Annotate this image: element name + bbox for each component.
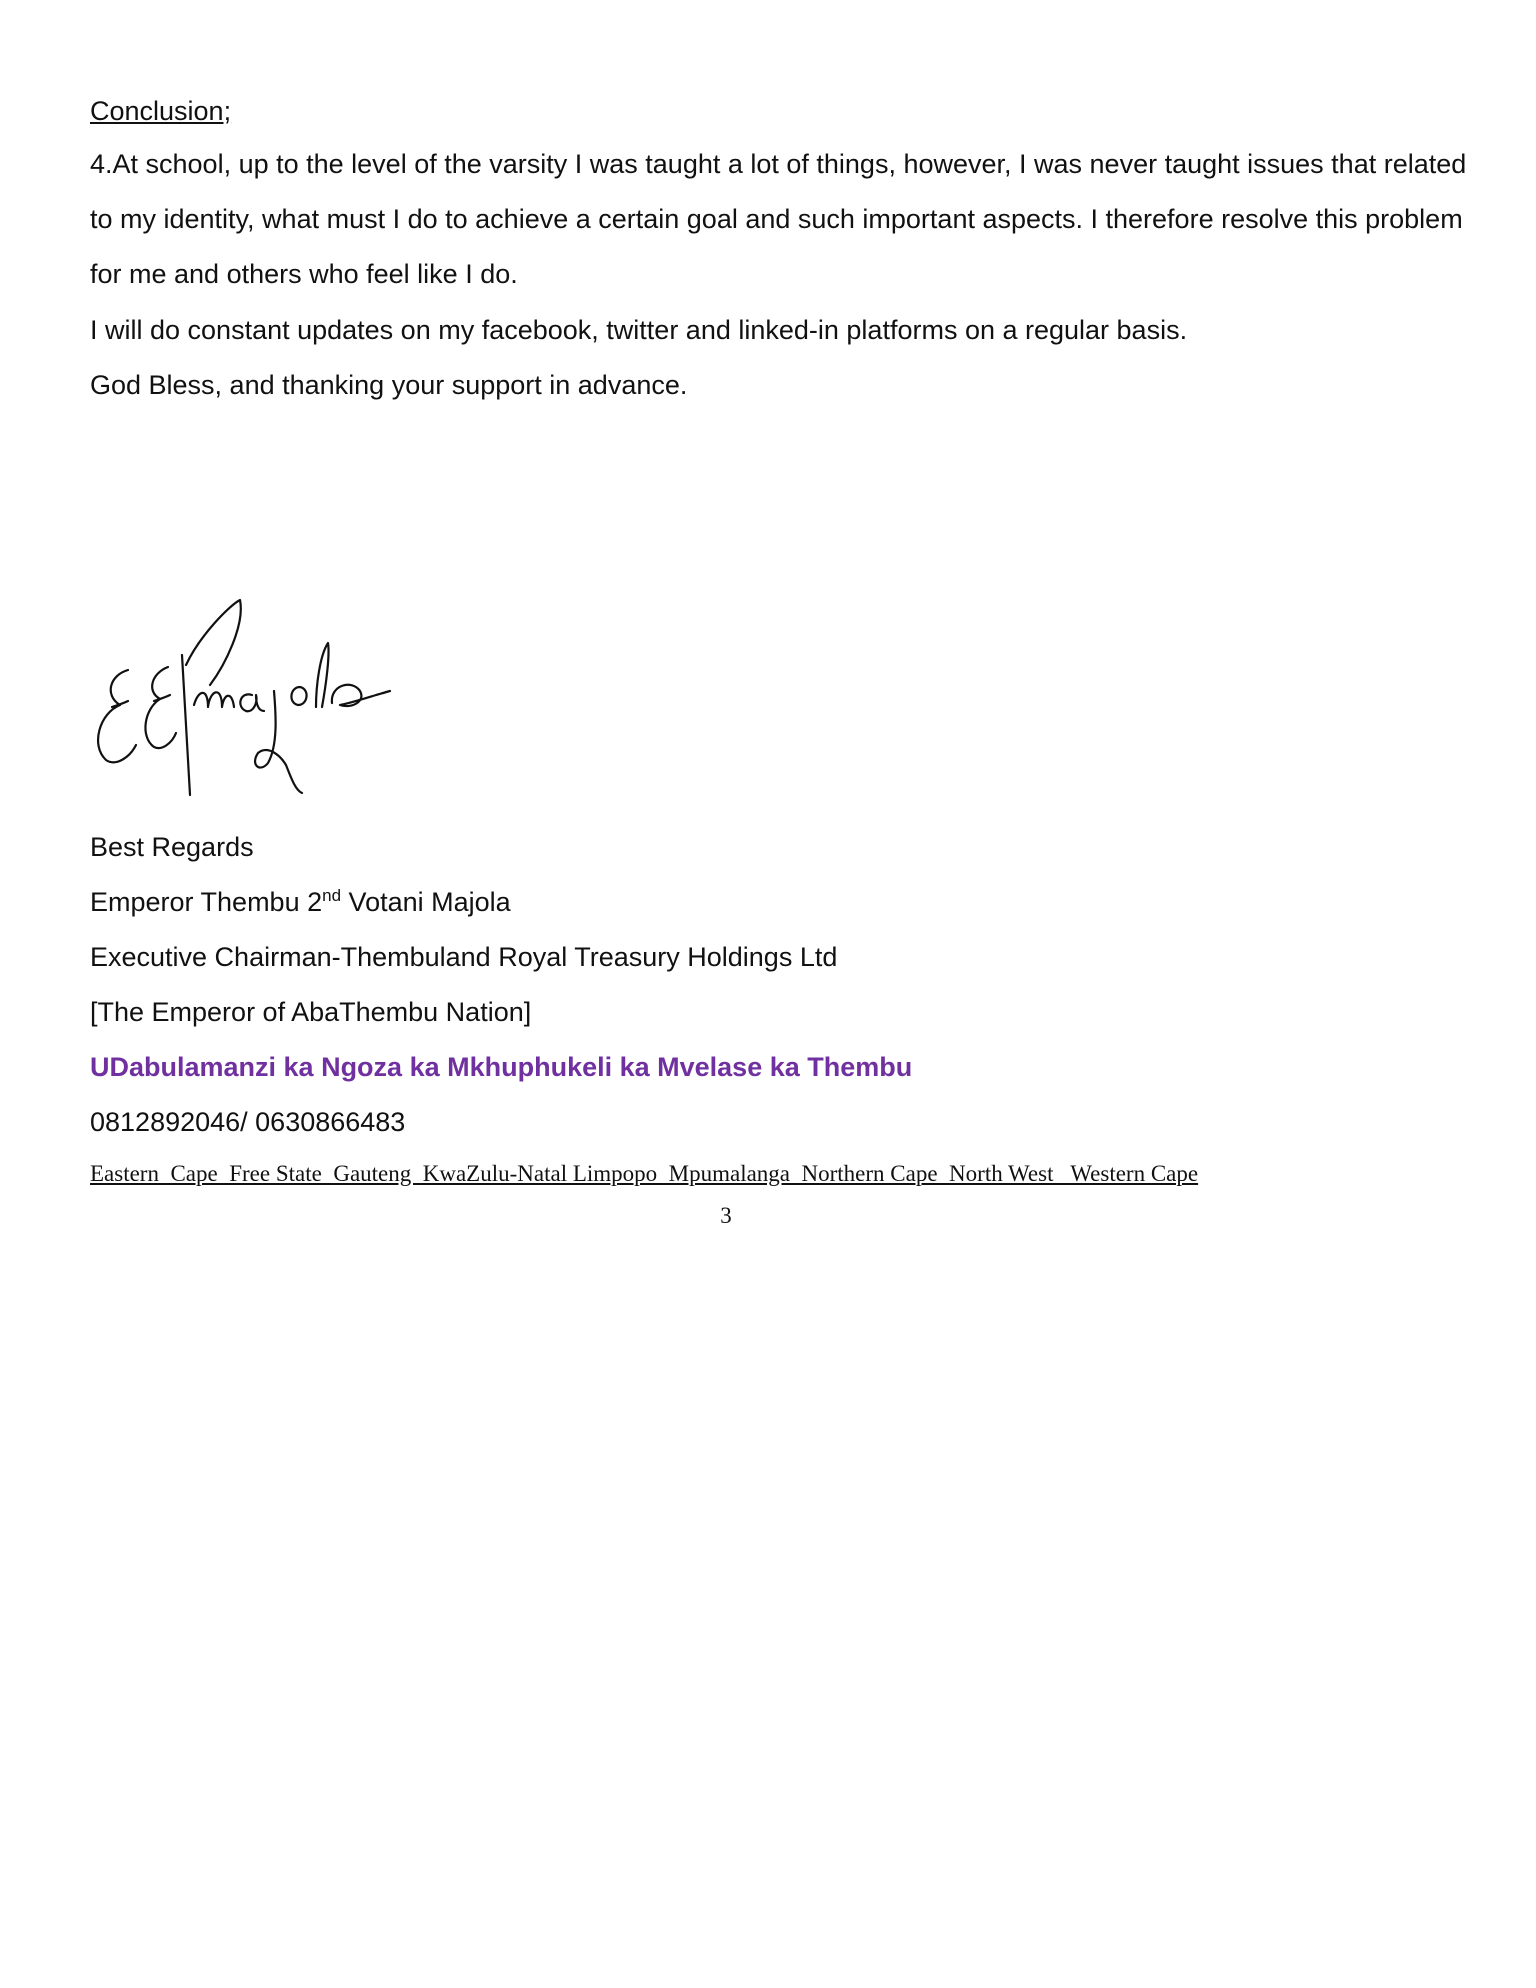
section-heading: Conclusion; <box>90 96 232 126</box>
name-suffix: Votani Majola <box>341 887 511 917</box>
footer-provinces: Eastern Cape Free State Gauteng KwaZulu-Natal Limpopo Mpumalanga Northern Cape North West Western Cape <box>90 1161 1199 1186</box>
page-number: 3 <box>720 1203 732 1228</box>
signatory-name <box>90 885 511 919</box>
phone-numbers: 0812892046/ 0630866483 <box>90 1107 406 1137</box>
regards-line: Best Regards <box>90 832 254 862</box>
signatory-title: Executive Chairman-Thembuland Royal Treasury Holdings Ltd <box>90 942 838 972</box>
conclusion-paragraph: 4.At school, up to the level of the varsity I was taught a lot of things, however, I was never taught issues that related to my identity, what must I do to achieve a certain goal and such important aspects. I therefore resolve this problem for me and others who feel like I do. <box>90 149 1467 289</box>
name-ordinal: nd <box>322 886 342 905</box>
updates-line: I will do constant updates on my facebook, twitter and linked-in platforms on a regular basis. <box>90 315 1188 345</box>
emperor-line: [The Emperor of AbaThembu Nation] <box>90 997 532 1027</box>
signature-image <box>90 595 410 810</box>
name-prefix: Emperor Thembu 2 <box>90 887 323 917</box>
lineage-line: UDabulamanzi ka Ngoza ka Mkhuphukeli ka Mvelase ka Thembu <box>90 1052 913 1082</box>
blessing-line: God Bless, and thanking your support in advance. <box>90 370 688 400</box>
